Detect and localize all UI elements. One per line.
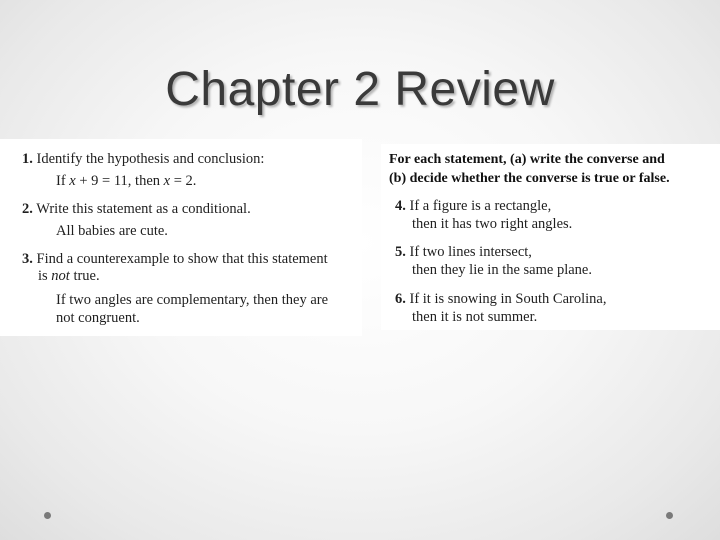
question-2 <box>22 201 251 218</box>
question-6-line2: then it is not summer. <box>412 309 538 325</box>
slide-title: Chapter 2 Review <box>165 63 555 116</box>
question-1 <box>22 151 264 168</box>
question-5-line1: If two lines intersect, <box>409 244 532 260</box>
question-3-prompt-line1: Find a counterexample to show that this statement <box>36 251 328 267</box>
question-6-line1: If it is snowing in South Carolina, <box>409 291 607 307</box>
question-2-number: 2. <box>22 201 33 217</box>
question-5-number: 5. <box>395 244 406 260</box>
question-2-statement: All babies are cute. <box>56 223 168 239</box>
right-question-panel <box>381 144 720 330</box>
q3-line2-post: true. <box>69 268 100 284</box>
question-6-number: 6. <box>395 291 406 307</box>
question-6 <box>395 291 606 308</box>
question-1-prompt: Identify the hypothesis and conclusion: <box>36 151 265 167</box>
question-3-prompt-line2 <box>38 268 100 285</box>
question-4-number: 4. <box>395 198 406 214</box>
question-3 <box>22 251 328 268</box>
instruction-line2: (b) decide whether the converse is true or false. <box>389 171 670 186</box>
instruction-line1: For each statement, (a) write the converse and <box>389 152 665 167</box>
question-4-line2: then it has two right angles. <box>412 216 573 232</box>
question-1-number: 1. <box>22 151 33 167</box>
q3-line2-pre: is <box>38 268 52 284</box>
question-4-line1: If a figure is a rectangle, <box>409 198 552 214</box>
bullet-dot-right <box>666 512 673 519</box>
question-2-prompt: Write this statement as a conditional. <box>36 201 251 217</box>
question-3-statement-line1: If two angles are complementary, then they are <box>56 292 329 308</box>
question-1-statement: If x + 9 = 11, then x = 2. <box>56 173 197 189</box>
bullet-dot-left <box>44 512 51 519</box>
question-3-statement-line2: not congruent. <box>56 310 140 326</box>
question-3-number: 3. <box>22 251 33 267</box>
q3-line2-italic: not <box>51 268 70 284</box>
question-5 <box>395 244 532 261</box>
question-4 <box>395 198 551 215</box>
converse-instructions <box>389 150 670 188</box>
left-question-panel <box>0 139 362 336</box>
question-5-line2: then they lie in the same plane. <box>412 262 592 278</box>
